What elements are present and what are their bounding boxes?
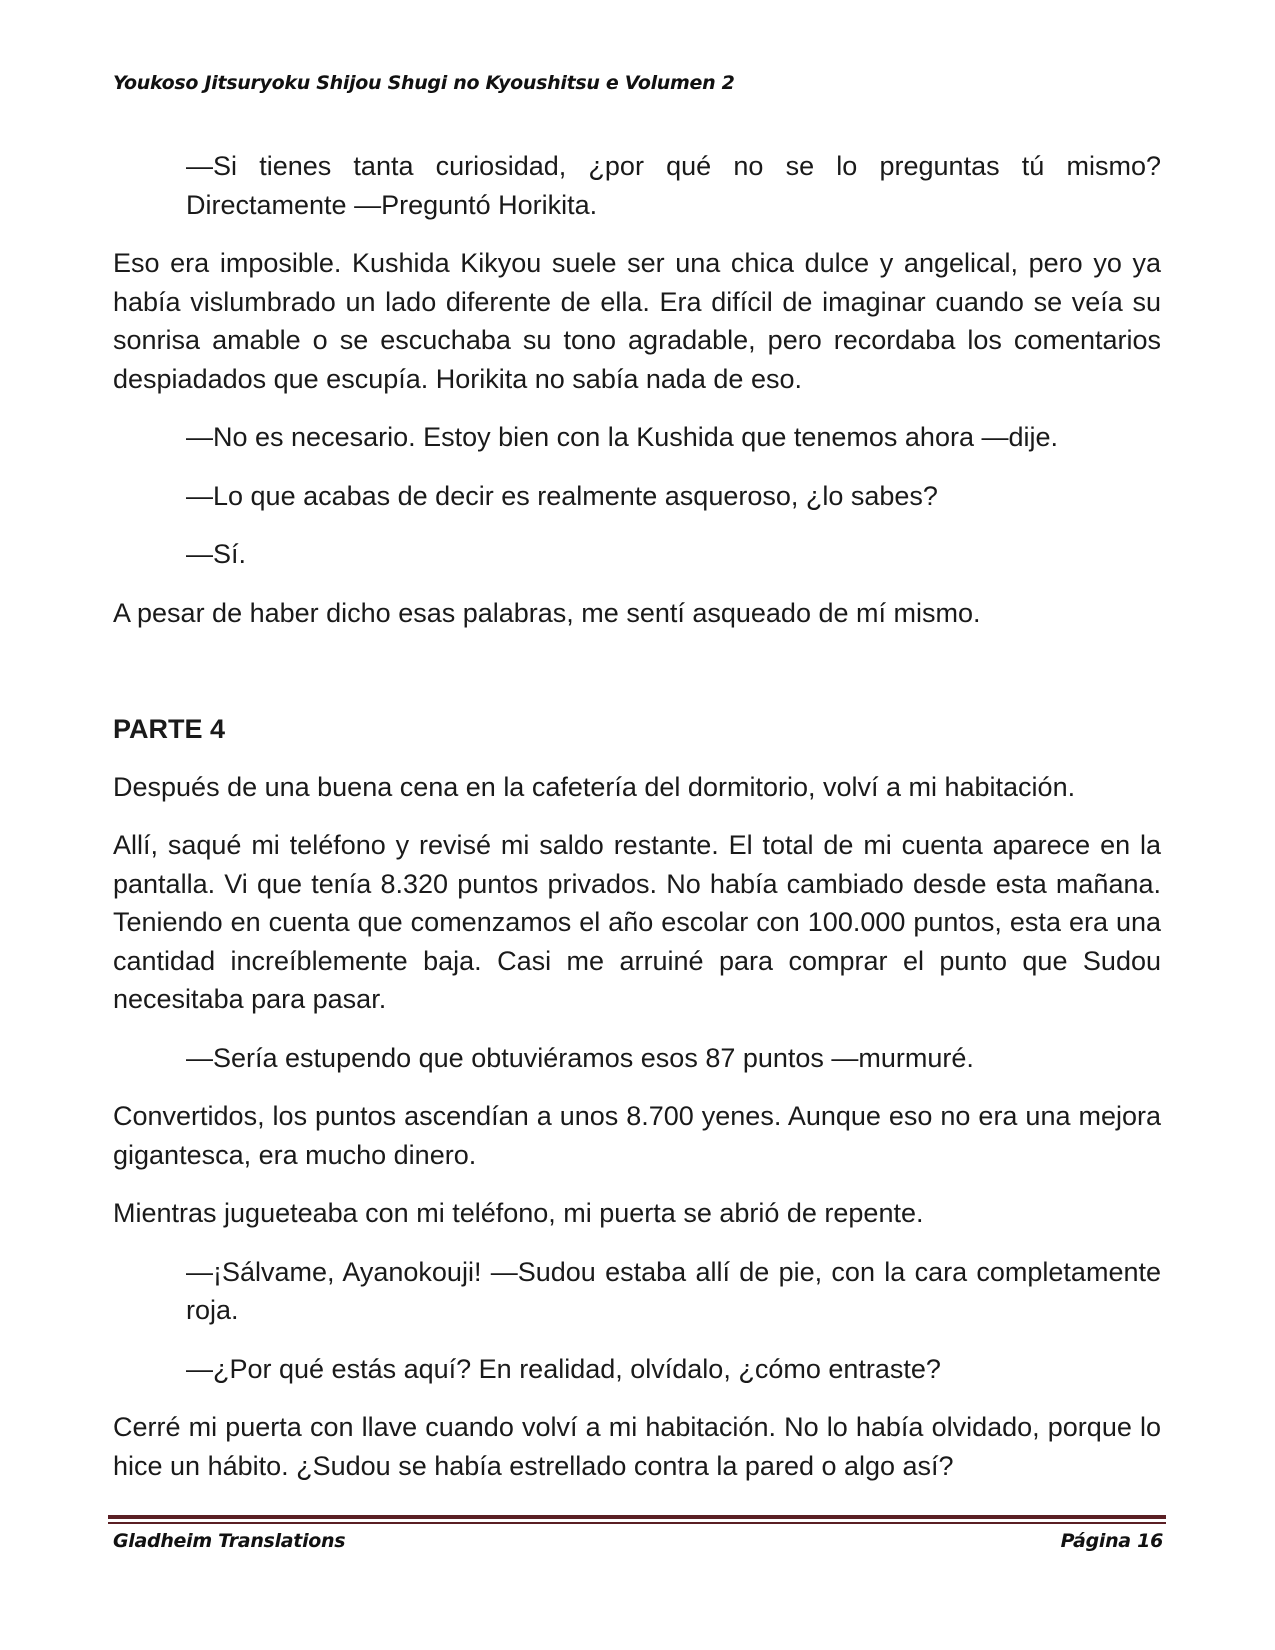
- dialogue-paragraph: —Lo que acabas de decir es realmente asqueroso, ¿lo sabes?: [186, 480, 938, 511]
- narrative-paragraph: Eso era imposible. Kushida Kikyou suele ser una chica dulce y angelical, pero yo ya había vislumbrado un lado diferente de ella. Era difícil de imaginar cuando se veía su sonrisa amable o se escuchaba su tono agradable, pero recordaba los comentarios despiadados que escupía. Horikita no sabía nada de eso.: [113, 248, 1161, 394]
- dialogue-paragraph: —No es necesario. Estoy bien con la Kushida que tenemos ahora —dije.: [186, 422, 1059, 452]
- dialogue-paragraph: —¿Por qué estás aquí? En realidad, olvídalo, ¿cómo entraste?: [186, 1353, 941, 1384]
- dialogue-paragraph: —Sí.: [186, 539, 247, 569]
- section-heading: PARTE 4: [113, 714, 226, 744]
- footer-publisher: Gladheim Translations: [113, 1530, 346, 1552]
- narrative-paragraph: Allí, saqué mi teléfono y revisé mi saldo restante. El total de mi cuenta aparece en la pantalla. Vi que tenía 8.320 puntos privados. No había cambiado desde esta mañana. Teniendo en cuenta que comenzamos el año escolar con 100.000 puntos, esta era una cantidad increíblemente baja. Casi me arruiné para comprar el punto que Sudou necesitaba para pasar.: [113, 830, 1161, 1014]
- footer-divider-thin: [108, 1522, 1166, 1524]
- page-body: [113, 147, 1161, 1505]
- page-number: Página 16: [1060, 1530, 1163, 1552]
- narrative-paragraph: Mientras jugueteaba con mi teléfono, mi puerta se abrió de repente.: [113, 1198, 924, 1228]
- dialogue-paragraph: —Sería estupendo que obtuviéramos esos 87 puntos —murmuré.: [186, 1042, 974, 1073]
- running-header: Youkoso Jitsuryoku Shijou Shugi no Kyoushitsu e Volumen 2: [113, 72, 735, 94]
- footer-divider-thick: [108, 1515, 1166, 1519]
- narrative-paragraph: A pesar de haber dicho esas palabras, me sentí asqueado de mí mismo.: [113, 597, 981, 628]
- narrative-paragraph: Cerré mi puerta con llave cuando volví a mi habitación. No lo había olvidado, porque lo hice un hábito. ¿Sudou se había estrellado contra la pared o algo así?: [113, 1412, 1161, 1481]
- narrative-paragraph: Después de una buena cena en la cafetería del dormitorio, volví a mi habitación.: [113, 771, 1076, 802]
- dialogue-paragraph: —Si tienes tanta curiosidad, ¿por qué no se lo preguntas tú mismo? Directamente —Preguntó Horikita.: [186, 151, 1161, 220]
- dialogue-paragraph: —¡Sálvame, Ayanokouji! —Sudou estaba allí de pie, con la cara completamente roja.: [186, 1256, 1161, 1325]
- narrative-paragraph: Convertidos, los puntos ascendían a unos 8.700 yenes. Aunque eso no era una mejora gigantesca, era mucho dinero.: [113, 1101, 1161, 1170]
